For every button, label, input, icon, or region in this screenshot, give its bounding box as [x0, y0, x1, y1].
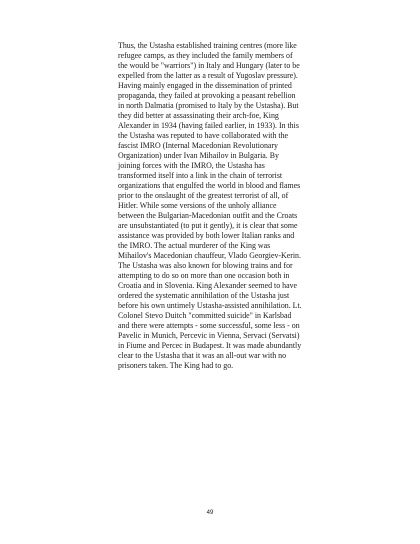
paragraph-line: organizations that engulfed the world in blood and flames [118, 181, 301, 190]
page-number: 49 [206, 510, 214, 516]
paragraph-line: Having mainly engaged in the dissemination of printed [118, 81, 292, 90]
paragraph-line: fascist IMRO (Internal Macedonian Revolutionary [118, 141, 278, 150]
paragraph-line: clear to the Ustasha that it was an all-out war with no [118, 351, 287, 360]
paragraph-line: Mihailov's Macedonian chauffeur, Vlado Georgiev-Kerin. [118, 251, 301, 260]
paragraph-line: the IMRO. The actual murderer of the King was [118, 241, 271, 250]
paragraph-line: Alexander in 1934 (having failed earlier, in 1933). In this [118, 121, 299, 130]
paragraph-line: Hitler. While some versions of the unholy alliance [118, 201, 277, 210]
paragraph-line: and there were attempts - some successful, some less - on [118, 321, 300, 330]
paragraph-line: between the Bulgarian-Macedonian outfit and the Croats [118, 211, 298, 220]
paragraph-line: expelled from the latter as a result of Yugoslav pressure). [118, 71, 298, 80]
paragraph-line: prior to the onslaught of the greatest terrorist of all, of [118, 191, 289, 200]
paragraph-line: Croatia and in Slovenia. King Alexander seemed to have [118, 281, 298, 290]
paragraph-line: the Ustasha was reputed to have collaborated with the [118, 131, 289, 140]
paragraph-line: The Ustasha was also known for blowing trains and for [118, 261, 293, 270]
paragraph-line: in Fiume and Percec in Budapest. It was made abundantly [118, 341, 302, 350]
paragraph-line: Organization) under Ivan Mihailov in Bulgaria. By [118, 151, 279, 160]
paragraph-line: Colonel Stevo Duitch "committed suicide" in Karlsbad [118, 311, 292, 320]
paragraph-line: they did better at assassinating their arch-foe, King [118, 111, 279, 120]
paragraph-line: Pavelic in Munich, Percevic in Vienna, Servaci (Servatsi) [118, 331, 300, 340]
paragraph-line: Thus, the Ustasha established training centres (more like [118, 41, 297, 50]
paragraph-line: before his own untimely Ustasha-assisted annihilation. Lt. [118, 301, 302, 310]
paragraph-line: in north Dalmatia (promised to Italy by the Ustasha). But [118, 101, 299, 110]
paragraph-line: ordered the systematic annihilation of the Ustasha just [118, 291, 290, 300]
paragraph-line: transformed itself into a link in the chain of terrorist [118, 171, 283, 180]
paragraph-line: are unsubstantiated (to put it gently), it is clear that some [118, 221, 298, 230]
paragraph-line: joining forces with the IMRO, the Ustasha has [118, 161, 265, 170]
body-paragraph [118, 41, 368, 371]
paragraph-line: refugee camps, as they included the family members of [118, 51, 293, 60]
paragraph-line: attempting to do so on more than one occasion both in [118, 271, 290, 280]
paragraph-line: propaganda, they failed at provoking a peasant rebellion [118, 91, 296, 100]
paragraph-line: the would be "warriors") in Italy and Hungary (later to be [118, 61, 300, 70]
paragraph-line: prisoners taken. The King had to go. [118, 361, 234, 370]
paragraph-line: assistance was provided by both lower Italian ranks and [118, 231, 295, 240]
